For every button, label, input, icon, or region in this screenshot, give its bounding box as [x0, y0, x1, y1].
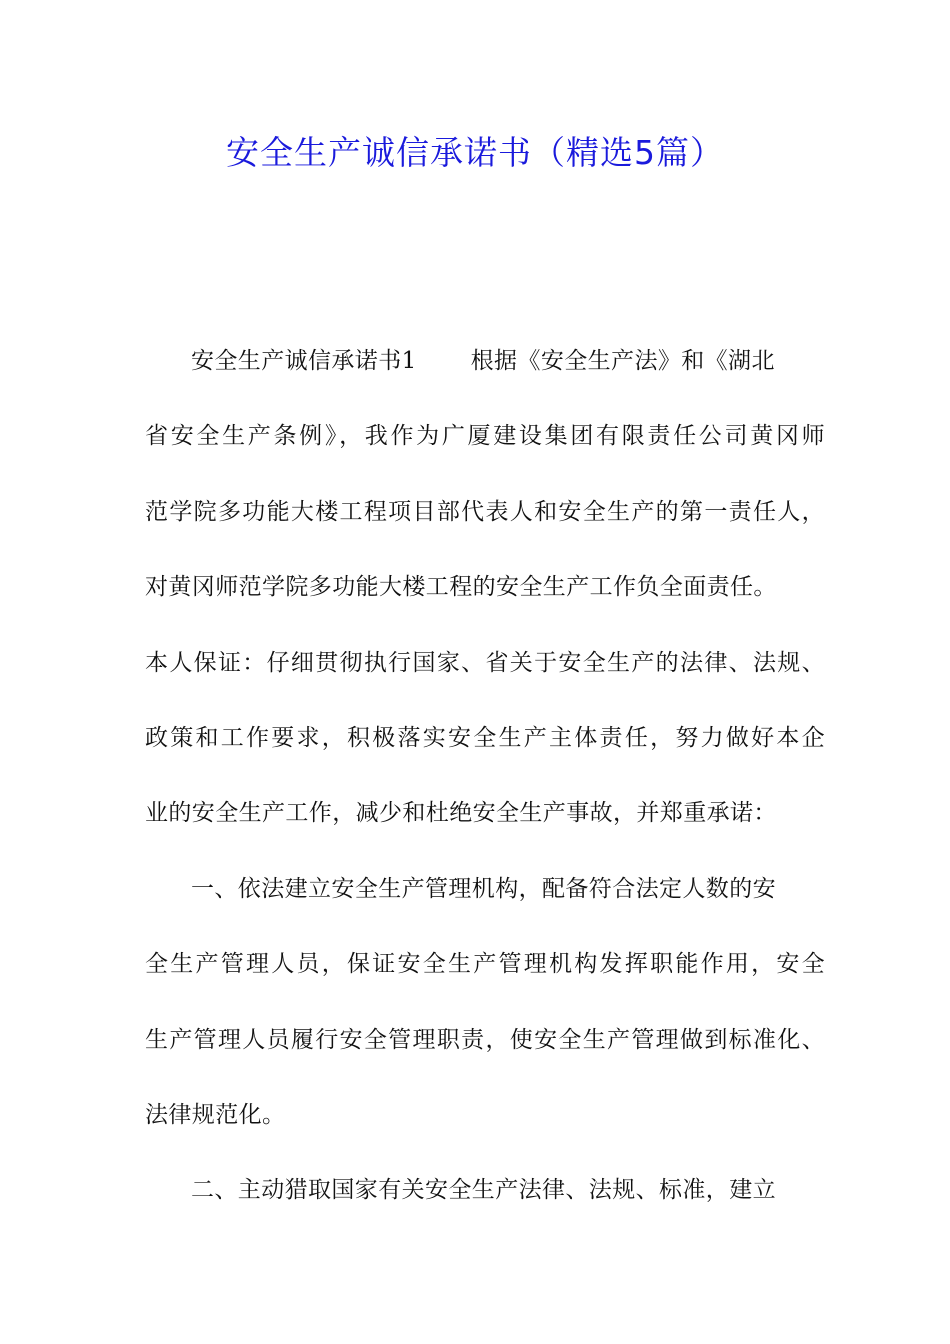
paragraph-line: 范学院多功能大楼工程项目部代表人和安全生产的第一责任人，	[145, 498, 825, 525]
paragraph-line: 政策和工作要求，积极落实安全生产主体责任，努力做好本企	[145, 724, 825, 751]
paragraph-line: 生产管理人员履行安全管理职责，使安全生产管理做到标准化、	[145, 1026, 825, 1053]
paragraph-line: 全生产管理人员，保证安全生产管理机构发挥职能作用，安全	[145, 951, 825, 978]
paragraph-line: 一、依法建立安全生产管理机构，配备符合法定人数的安	[191, 875, 776, 902]
paragraph-line: 对黄冈师范学院多功能大楼工程的安全生产工作负全面责任。	[145, 574, 777, 601]
section-heading: 安全生产诚信承诺书1	[191, 348, 417, 374]
document-title: 安全生产诚信承诺书（精选5篇）	[226, 133, 724, 172]
paragraph-line	[145, 342, 825, 417]
paragraph-text: 根据《安全生产法》和《湖北	[470, 348, 775, 374]
paragraph-line: 业的安全生产工作，减少和杜绝安全生产事故，并郑重承诺：	[145, 800, 777, 827]
paragraph-line: 二、主动猎取国家有关安全生产法律、法规、标准，建立	[191, 1177, 776, 1204]
document-body	[145, 342, 825, 1247]
paragraph-line: 省安全生产条例》，我作为广厦建设集团有限责任公司黄冈师	[145, 423, 825, 450]
paragraph-line: 本人保证：仔细贯彻执行国家、省关于安全生产的法律、法规、	[145, 649, 825, 676]
paragraph-line: 法律规范化。	[145, 1101, 286, 1128]
